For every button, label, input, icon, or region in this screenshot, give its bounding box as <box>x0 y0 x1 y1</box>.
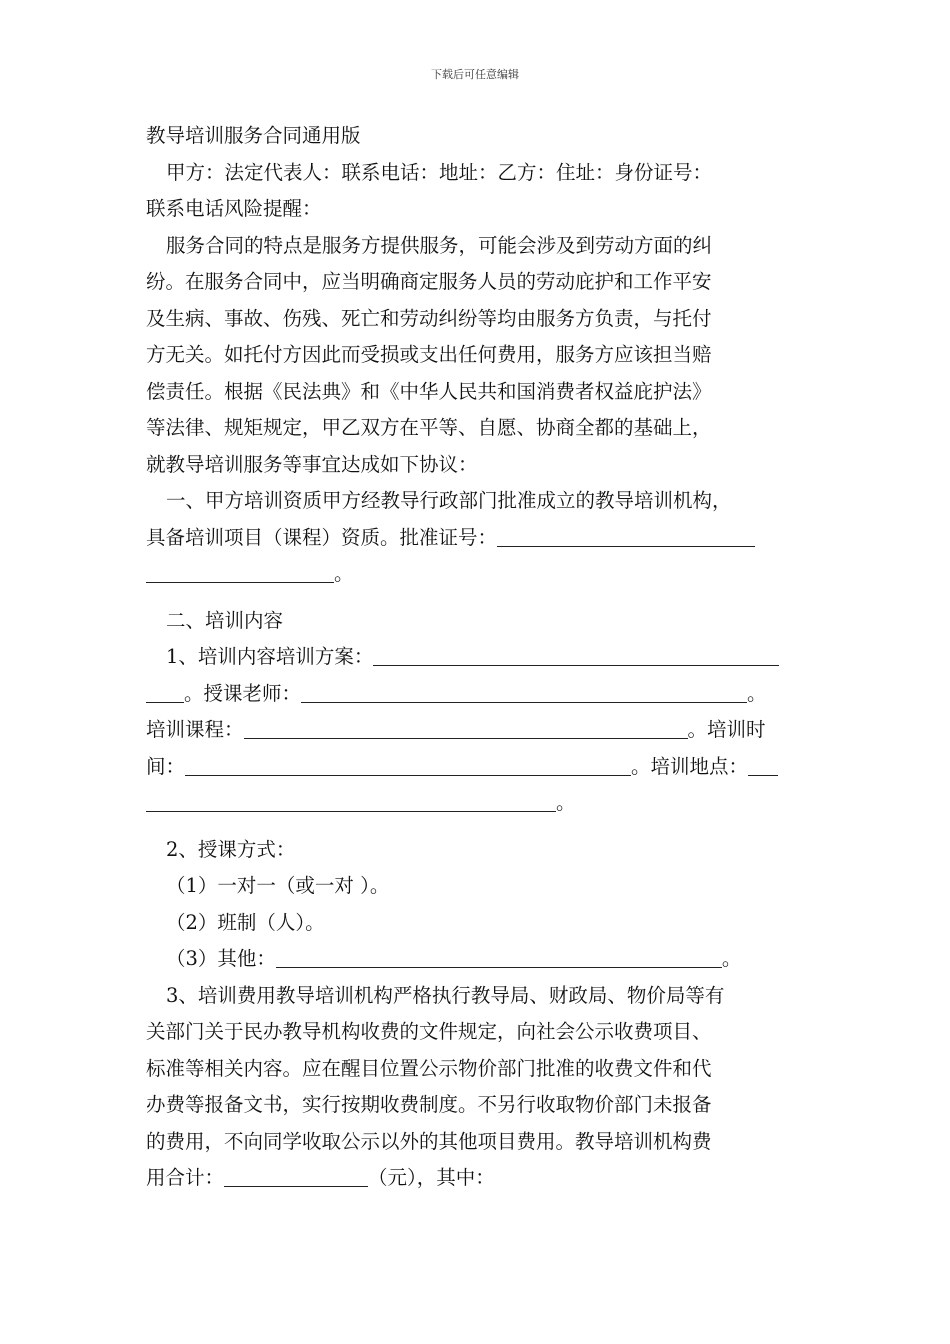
section2-heading: 二、培训内容 <box>166 608 284 632</box>
course-blank[interactable] <box>244 714 688 739</box>
section1-approval-line <box>146 520 814 557</box>
period-mark: 。 <box>334 562 354 585</box>
risk-paragraph-line: 就教导培训服务等事宜达成如下协议： <box>146 452 478 476</box>
section1-line: 一、甲方培训资质甲方经教导行政部门批准成立的教导培训机构， <box>166 489 732 512</box>
time-blank[interactable] <box>185 751 631 776</box>
fee-unit: （元），其中： <box>368 1166 495 1189</box>
document-title: 教导培训服务合同通用版 <box>146 124 361 147</box>
fee-paragraph-line: 标准等相关内容。应在醒目位置公示物价部门批准的收费文件和代 <box>146 1056 712 1080</box>
risk-paragraph-line: 及生病、事故、伤残、死亡和劳动纠纷等均由服务方负责，与托付 <box>146 306 712 330</box>
place-blank[interactable] <box>748 751 778 776</box>
teaching-mode-other-label: （3）其他： <box>166 947 276 970</box>
time-label-continued: 间： <box>146 754 186 778</box>
fee-paragraph-line: 的费用，不向同学收取公示以外的其他项目费用。教导培训机构费 <box>146 1129 712 1153</box>
teacher-label: 。授课老师： <box>184 681 302 705</box>
place-continuation-line <box>146 785 814 822</box>
training-plan-blank[interactable] <box>373 641 779 666</box>
teaching-mode-heading: 2、授课方式： <box>166 837 296 861</box>
page-header-note: 下载后可任意编辑 <box>431 68 519 81</box>
risk-heading: 联系电话风险提醒： <box>146 197 322 220</box>
section1-approval-continuation <box>146 556 814 593</box>
risk-paragraph-line: 服务合同的特点是服务方提供服务，可能会涉及到劳动方面的纠 <box>166 233 713 257</box>
contract-document <box>146 118 814 1197</box>
teacher-line <box>146 676 814 713</box>
approval-number-blank[interactable] <box>497 522 755 547</box>
fee-paragraph-line: 3、培训费用教导培训机构严格执行教导局、财政局、物价局等有 <box>166 983 725 1007</box>
risk-paragraph-line: 纷。在服务合同中，应当明确商定服务人员的劳动庇护和工作平安 <box>146 270 712 293</box>
fee-total-line <box>146 1160 814 1197</box>
fee-total-label: 用合计： <box>146 1166 225 1189</box>
period-mark: 。 <box>556 791 576 814</box>
period-mark: 。 <box>747 681 767 705</box>
training-plan-label: 1、培训内容培训方案： <box>166 645 374 668</box>
fee-paragraph-line: 办费等报备文书，实行按期收费制度。不另行收取物价部门未报备 <box>146 1093 712 1116</box>
teaching-mode-option: （1）一对一（或一对 ）。 <box>166 874 390 897</box>
fee-paragraph-line: 关部门关于民办教导机构收费的文件规定，向社会公示收费项目、 <box>146 1020 712 1043</box>
course-line <box>146 712 814 749</box>
parties-line: 甲方：法定代表人：联系电话：地址：乙方：住址：身份证号： <box>166 160 713 184</box>
risk-paragraph-line: 方无关。如托付方因此而受损或支出任何费用，服务方应该担当赔 <box>146 343 712 366</box>
period-mark: 。 <box>721 947 742 970</box>
place-label: 。培训地点： <box>631 754 749 778</box>
training-plan-line <box>146 639 814 676</box>
fee-total-blank[interactable] <box>224 1162 368 1187</box>
teacher-blank[interactable] <box>301 678 747 703</box>
place-blank-continued[interactable] <box>146 787 556 812</box>
course-label: 培训课程： <box>146 718 244 741</box>
approval-number-blank-continued[interactable] <box>146 558 334 583</box>
training-plan-blank-continued[interactable] <box>146 678 184 703</box>
teaching-mode-other-line <box>146 941 814 978</box>
risk-paragraph-line: 等法律、规矩规定，甲乙双方在平等、自愿、协商全都的基础上， <box>146 416 712 439</box>
teaching-mode-other-blank[interactable] <box>276 943 722 968</box>
approval-number-label: 具备培训项目（课程）资质。批准证号： <box>146 525 498 549</box>
time-label: 。培训时 <box>687 718 766 741</box>
time-line <box>146 749 814 786</box>
risk-paragraph-line: 偿责任。根据《民法典》和《中华人民共和国消费者权益庇护法》 <box>146 379 712 403</box>
teaching-mode-option: （2）班制（人）。 <box>166 910 325 934</box>
